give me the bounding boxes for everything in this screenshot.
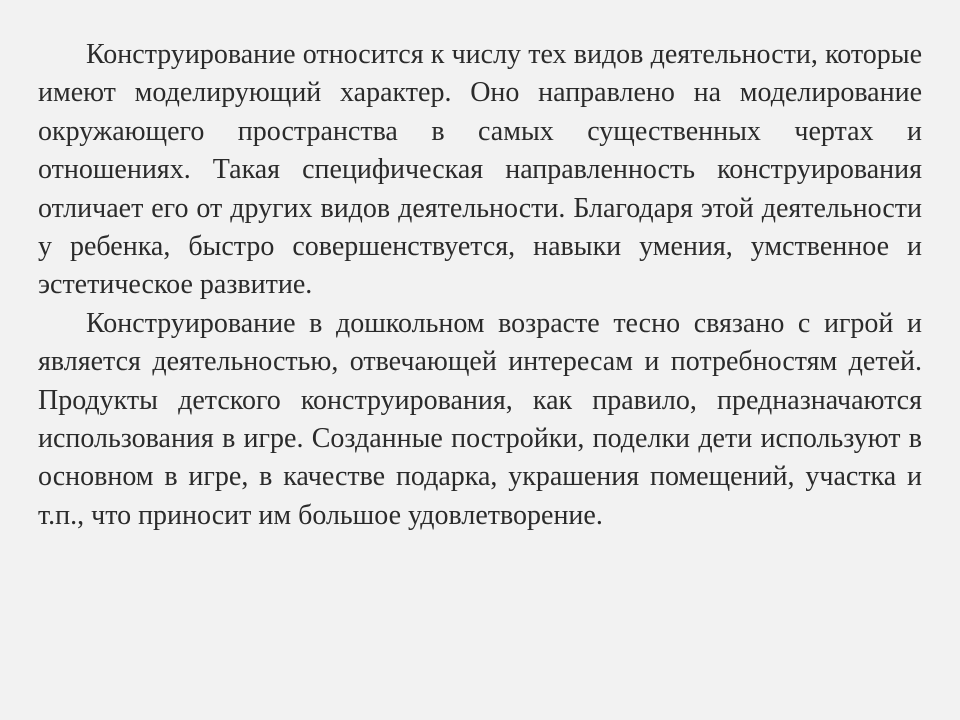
paragraph-2: Конструирование в дошкольном возрасте тесно связано с игрой и является деятельностью, отвечающей интересам и потребностям детей. Продукты детского конструирования, как правило, предназначаются использования в игре. Созданные постройки, поделки дети используют в основном в игре, в качестве подарка, украшения помещений, участка и т.п., что приносит им большое удовлетворение.: [38, 307, 922, 531]
paragraph-1: Конструирование относится к числу тех видов деятельности, которые имеют моделирующий характер. Оно направлено на моделирование окружающего пространства в самых существенных чертах и отношениях. Такая специфическая направленность конструирования отличает его от других видов деятельности. Благодаря этой деятельности у ребенка, быстро совершенствуется, навыки умения, умственное и эстетическое развитие.: [38, 39, 922, 301]
slide-text: [38, 36, 922, 535]
